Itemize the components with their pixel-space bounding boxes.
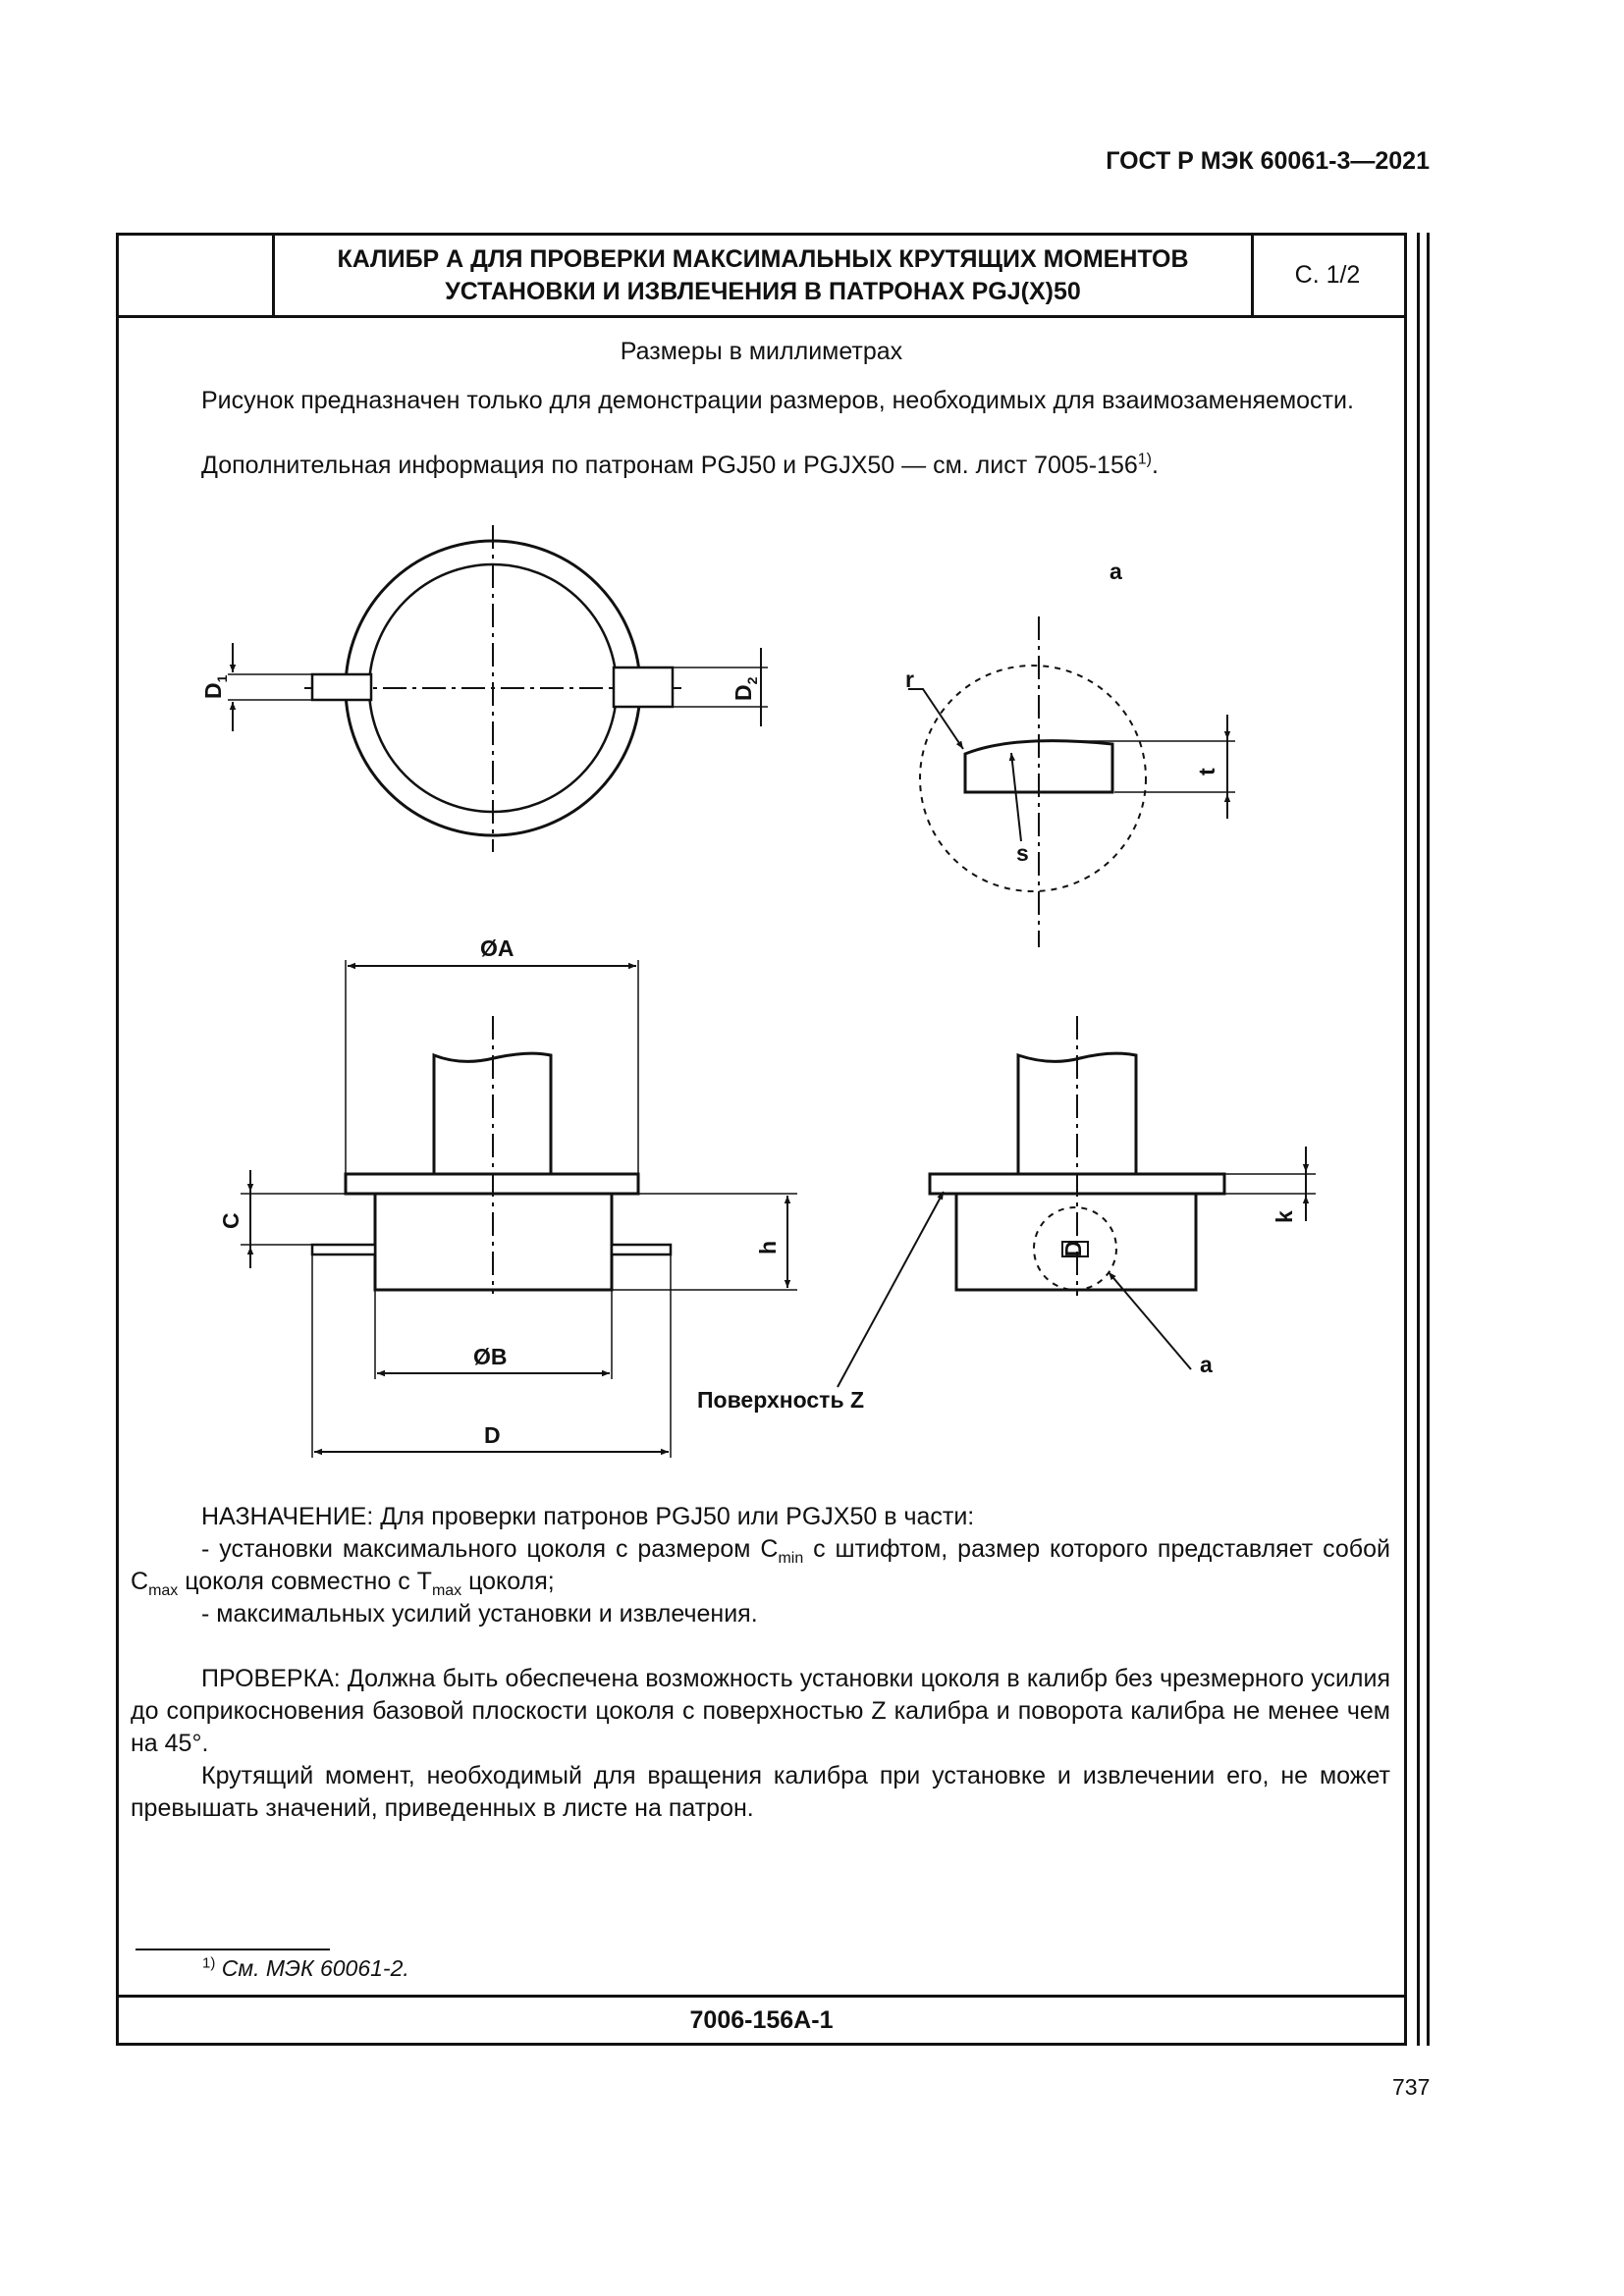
label-d: D [484,1422,501,1448]
sheet-title-line1: КАЛИБР А ДЛЯ ПРОВЕРКИ МАКСИМАЛЬНЫХ КРУТЯЩИХ МОМЕНТОВ [337,244,1189,273]
footnote-text: См. МЭК 60061-2. [221,1955,409,1981]
label-h: h [755,1240,781,1255]
footnote-ref: 1) [1137,451,1152,468]
sub-min: min [778,1550,804,1567]
sheet-title-line2: УСТАНОВКИ И ИЗВЛЕЧЕНИЯ В ПАТРОНАХ PGJ(X)50 [445,277,1081,305]
standard-header: ГОСТ Р МЭК 60061-3—2021 [1106,147,1430,175]
label-c: C [218,1212,244,1229]
label-d2: $D_2$ [731,676,760,701]
label-a-top: a [1110,559,1122,584]
sub-max-c: max [148,1582,179,1599]
sheet-number: С. 1/2 [1294,261,1361,289]
check-paragraph-2: Крутящий момент, необходимый для вращения калибра при установке и извлечении его, не может превышать значений, приведенных в листе на патрон. [131,1762,1390,1822]
sub-max-t: max [431,1582,462,1599]
label-dia-a: ØA [480,935,514,961]
page-number: 737 [1392,2074,1431,2100]
label-d-pin: D [1060,1240,1086,1257]
intro-p2-text: Дополнительная информация по патронам PGJ50 и PGJX50 — см. лист 7005-156 [201,452,1138,479]
detail-a-view [908,616,1235,947]
check-paragraph-1: ПРОВЕРКА: Должна быть обеспечена возможность установки цоколя в калибр без чрезмерного усилия до соприкосновения базовой плоскости цоколя с поверхностью Z калибра и поворота калибра не менее чем на 45°. [131,1665,1390,1757]
ring-top-view [228,525,768,852]
purpose-item1-b: с штифтом, размер которого представляет собой C [131,1535,1390,1595]
intro-p2-end: . [1152,452,1159,479]
gauge-side-view [838,1016,1316,1387]
intro-paragraph-1: Рисунок предназначен только для демонстрации размеров, необходимых для взаимозаменяемости. [201,387,1354,414]
label-r: r [905,667,914,692]
gauge-section-left [241,960,797,1458]
label-dia-b: ØB [473,1344,508,1369]
label-t: t [1194,768,1219,775]
label-a-bottom: a [1200,1352,1213,1377]
purpose-item1-d: цоколя; [461,1568,555,1595]
purpose-item1-a: - установки максимального цоколя с размером C [201,1535,779,1563]
label-s: s [1016,840,1029,866]
label-k: k [1272,1210,1297,1223]
label-surface-z: Поверхность Z [697,1387,865,1413]
label-d1: $D_1$ [200,674,230,699]
units-note: Размеры в миллиметрах [620,338,903,365]
purpose-heading: НАЗНАЧЕНИЕ: Для проверки патронов PGJ50 или PGJX50 в части: [201,1503,975,1530]
sheet-code: 7006-156A-1 [119,1995,1404,2043]
footnote-mark: 1) [202,1954,216,1972]
purpose-item1-c: цоколя совместно с T [178,1568,432,1595]
purpose-item-2: - максимальных усилий установки и извлечения. [201,1600,758,1628]
